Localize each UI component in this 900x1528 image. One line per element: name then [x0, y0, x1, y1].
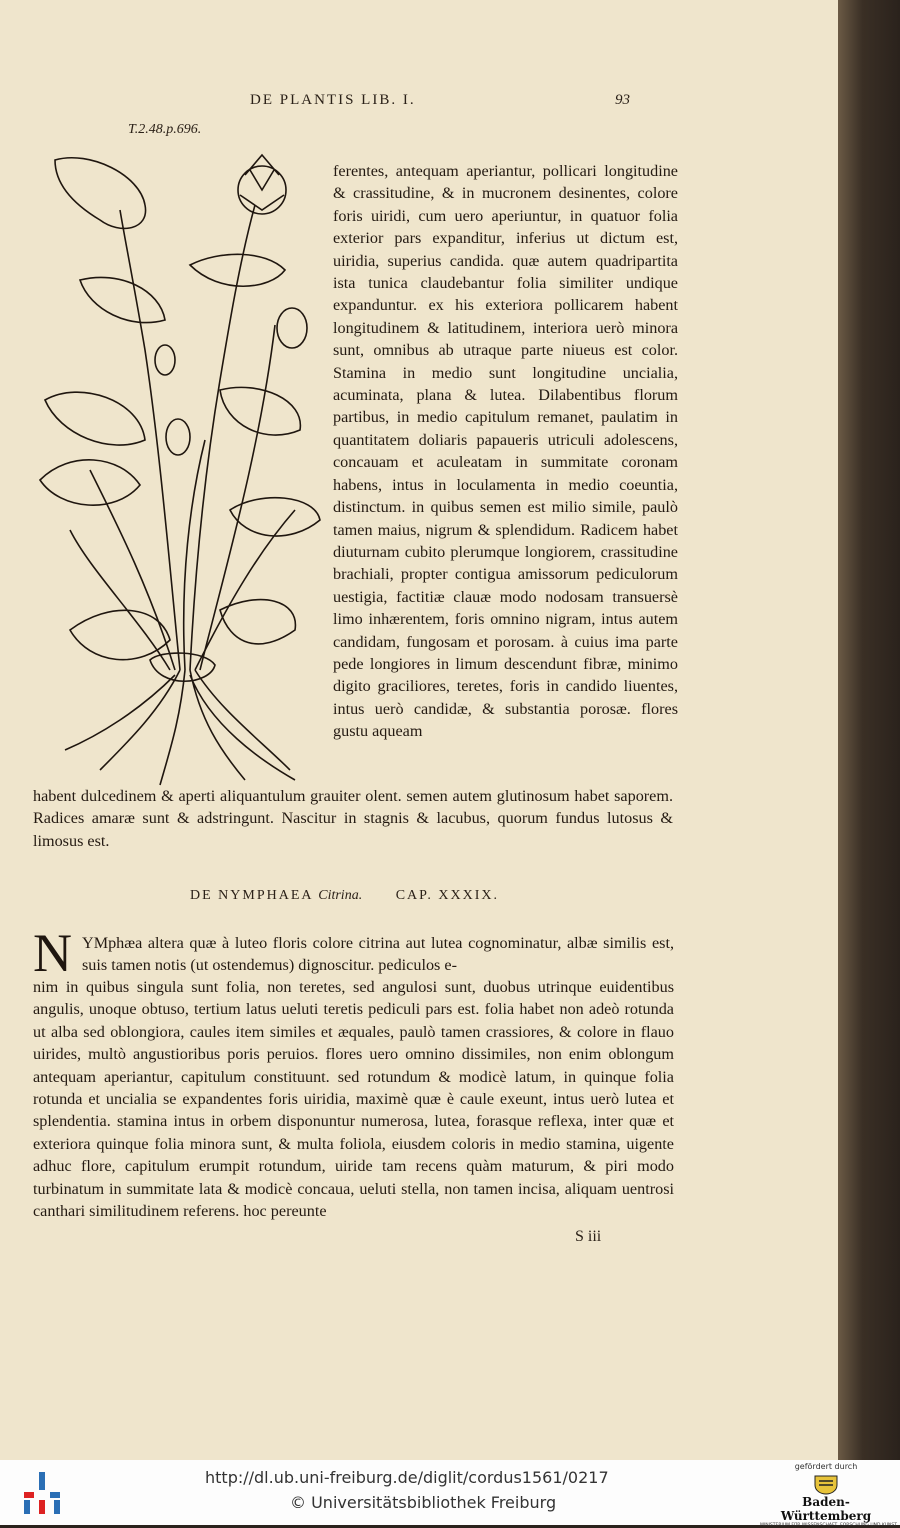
- footer-bar: [0, 1460, 900, 1528]
- page-edge: [838, 0, 900, 1460]
- chapter-italic: Citrina.: [318, 888, 363, 903]
- running-title: DE PLANTIS LIB. I.: [250, 92, 416, 108]
- chapter-prefix: DE NYMPHAEA: [190, 888, 313, 903]
- running-head: [0, 92, 838, 116]
- library-logo-icon: [22, 1470, 62, 1516]
- margin-note: T.2.48.p.696.: [128, 122, 202, 137]
- copyright-text: © Universitätsbibliothek Freiburg: [290, 1493, 557, 1512]
- page-number: 93: [615, 92, 630, 108]
- water-lily-woodcut-icon: [30, 150, 325, 790]
- sponsor-block: [760, 1462, 897, 1528]
- coat-of-arms-icon: [811, 1473, 841, 1495]
- full-width-text: habent dulcedinem & aperti aliquantulum grauiter olent. semen autem glutinosum habet saporem. Radices amaræ sunt & adstringunt. Nascitur in stagnis & lacubus, quorum fundus lutosus & limosus est.: [33, 787, 673, 850]
- chapter-number: CAP. XXXIX.: [395, 888, 499, 903]
- page-url-link[interactable]: http://dl.ub.uni-freiburg.de/diglit/cordus1561/0217: [205, 1468, 609, 1487]
- sponsor-subtitle: MINISTERIUM FÜR WISSENSCHAFT, FORSCHUNG UND KUNST: [760, 1523, 897, 1528]
- sponsor-prefix: gefördert durch: [794, 1462, 858, 1471]
- drop-initial: N: [33, 923, 72, 983]
- signature-mark: S iii: [575, 1228, 602, 1245]
- sponsor-name: Baden-Württemberg: [780, 1495, 872, 1523]
- chapter-heading: [190, 888, 499, 904]
- body-text: nim in quibus singula sunt folia, non teretes, sed angulosi sunt, duobus utrinque euidentibus angulis, unoque obtuso, tertium latus ueluti teretis pediculi pars est. folia habet non adeò rotunda ut alba sed oblongiora, caules item similes et æquales, paulò tamen crassiores, & colore in flauo uirides, multò angustioribus poris peruios. flores uero omnino dissimiles, non enim oblongum antequam aperiantur, capitulum constituunt. sed rotundum & modicè latum, in quinque folia rotunda et uncialia se expandentes foris uiridia, maximè quæ è caule exeunt, intus uerò lutea et splendentia. stamina intus in orbem disponuntur numerosa, lutea, forasque reflexa, inter quæ et exteriora quinque folia minora sunt, & multa foliola, eiusdem coloris in medio stamina, uigente adhuc flore, capitulum erumpit rotundum, uiride tam recens quàm maturum, & piri modo turbinatum in summitate lata & modicè concaua, ueluti stella, non tamen incisa, aliquam uentrosi canthari similitudinem referens. hoc pereunte: [33, 978, 674, 1221]
- column-text: ferentes, antequam aperiantur, pollicari longitudine & crassitudine, & in mucronem desinentes, colore foris uiridi, cum uero aperiuntur, in quatuor folia exterior pars expanditur, inferius ut dictum est, uiridia, superius candida. quæ autem quadripartita ista tunica claudebantur folia similiter undique expanduntur. ex his exteriora pollicarem habent longitudinem & latitudinem, interiora uerò minora sunt, omnibus ab utraque parte niueus est color. Stamina in medio sunt longitudine uncialia, acuminata, plana & lutea. Dilabentibus florum partibus, in medio capitulum remanet, paulatim in quantitatem doliaris papaueris utriculi adolescens, concauam et aculeatam in summitate coronam habens, intus in loculamenta in medio coeuntia, distinctum. in quibus semen est milio simile, paulò tamen maius, nigrum & splendidum. Radicem habet diuturnam cubito plerumque longiorem, crassitudine brachiali, propter contigua amissorum pediculorum uestigia, factitiæ clauæ modo nodosam transuersè limo inhærentem, foris omnino nigram, intus autem candidam, fungosam et porosam. à cuius ima parte pede longiores in limum descendunt fibræ, minimo digito graciliores, teretes, foris in candido liuentes, intus uerò candidæ, & substantia porosæ. flores gustu aqueam: [333, 162, 678, 741]
- body-text-first: YMphæa altera quæ à luteo floris colore citrina aut lutea cognominatur, albæ similis est, suis tamen notis (ut ostendemus) dignoscitur. pediculos e-: [82, 934, 674, 975]
